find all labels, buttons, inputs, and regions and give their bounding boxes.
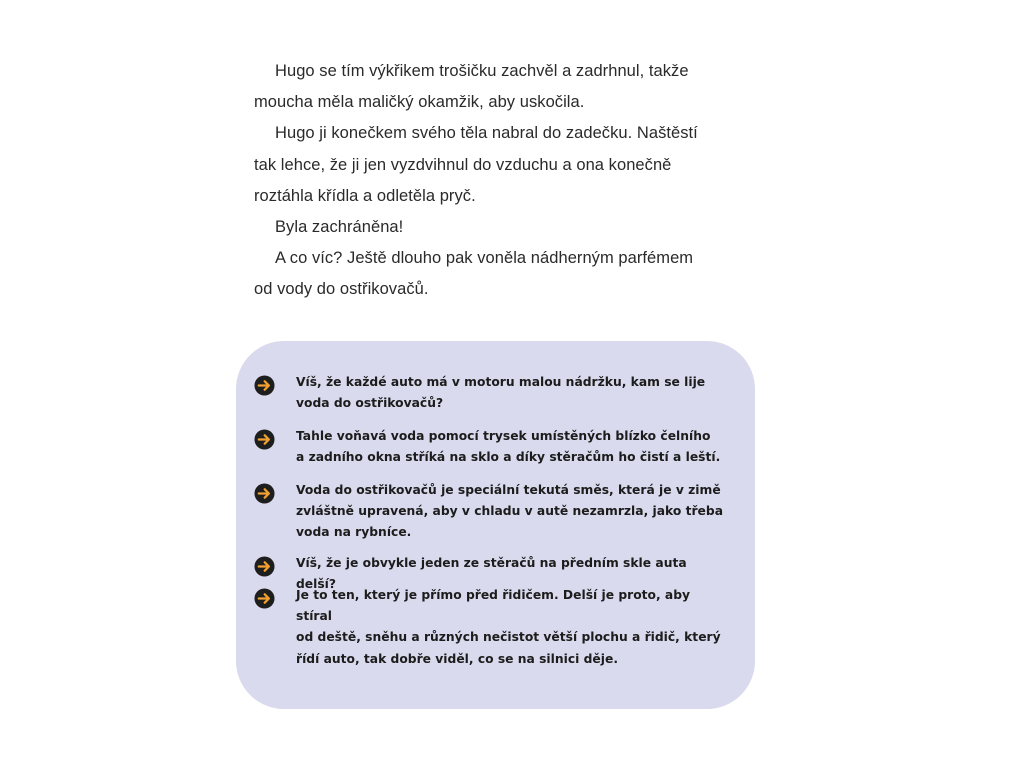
fact-text: Je to ten, který je přímo před řidičem. Delší je proto, aby stíral od deště, sněhu a různých nečistot větší plochu a řidič, který řídí auto, tak dobře viděl, co se na silnici děje. [296, 588, 721, 666]
story-line: A co víc? Ještě dlouho pak voněla nádherným parfémem [275, 249, 694, 268]
fact-text: Tahle voňavá voda pomocí trysek umístěných blízko čelního a zadního okna stříká na sklo a díky stěračům ho čistí a leští. [296, 429, 721, 465]
fact-text: Víš, že každé auto má v motoru malou nádržku, kam se lije voda do ostřikovačů? [296, 375, 706, 411]
story-line: tak lehce, že ji jen vyzdvihnul do vzduchu a ona konečně [254, 155, 672, 174]
arrow-right-circle-icon [254, 556, 275, 577]
arrow-right-circle-icon [254, 483, 275, 504]
fun-facts-box [236, 341, 755, 709]
story-line: Hugo se tím výkřikem trošičku zachvěl a zadrhnul, takže [275, 62, 689, 80]
story-line: Hugo ji konečkem svého těla nabral do zadečku. Naštěstí [275, 124, 698, 143]
story-line: moucha měla maličký okamžik, aby uskočila. [254, 93, 585, 112]
arrow-right-circle-icon [254, 429, 275, 450]
arrow-right-circle-icon [254, 588, 275, 609]
story-text [254, 56, 734, 306]
story-line: Byla zachráněna! [275, 217, 404, 236]
arrow-right-circle-icon [254, 375, 275, 396]
fact-text: Víš, že je obvykle jeden ze stěračů na předním skle auta delší? [296, 556, 687, 592]
story-line: roztáhla křídla a odletěla pryč. [254, 186, 476, 205]
story-line: od vody do ostřikovačů. [254, 280, 429, 299]
fact-text: Voda do ostřikovačů je speciální tekutá směs, která je v zimě zvláštně upravená, aby v chladu v autě nezamrzla, jako třeba voda na rybníce. [296, 483, 723, 540]
